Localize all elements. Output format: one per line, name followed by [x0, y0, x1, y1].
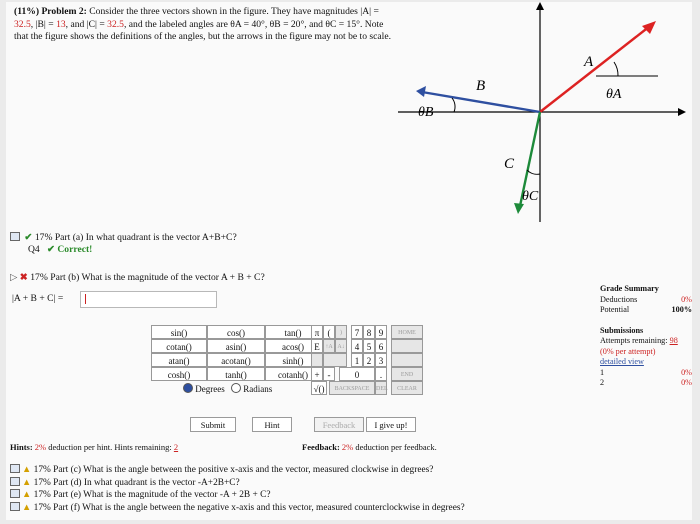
part-a-status: ✔ Correct!	[46, 244, 93, 255]
part-b-header[interactable]	[10, 272, 265, 283]
grade-summary-title: Grade Summary	[600, 284, 659, 293]
close-paren-key[interactable]: )	[335, 325, 347, 339]
submission-row	[600, 368, 692, 379]
hints-prefix: Hints:	[10, 442, 33, 452]
give-up-button[interactable]: I give up!	[366, 417, 416, 432]
feedback-line	[302, 442, 437, 452]
deductions-row	[600, 295, 692, 306]
e-key[interactable]: E	[311, 339, 323, 353]
problem-text-2: , and the labeled angles are θA = 40°, θB = 20°, and θC = 15°. Note that the figure shows the definitions of the angles, but the arrows in the figure may not be to scale.	[14, 18, 391, 42]
per-attempt: (0% per attempt)	[600, 346, 656, 356]
plus-key[interactable]: +	[311, 367, 323, 381]
detailed-view-link[interactable]: detailed view	[600, 357, 644, 366]
theta-c-arc	[527, 170, 540, 174]
digit-0-key[interactable]: 0	[339, 367, 375, 381]
sin-key[interactable]: sin()	[151, 325, 207, 339]
sinh-key[interactable]: sinh()	[265, 353, 321, 367]
attempts-label: Attempts remaining:	[600, 336, 668, 345]
y-axis-arrow	[536, 2, 544, 10]
feedback-percent: 2%	[341, 442, 354, 452]
potential-row	[600, 305, 692, 316]
minus-key[interactable]: -	[323, 367, 335, 381]
cosh-key[interactable]: cosh()	[151, 367, 207, 381]
degrees-label: Degrees	[195, 384, 225, 394]
warning-icon: ▲	[22, 490, 32, 500]
part-a	[10, 232, 237, 256]
deductions-label: Deductions	[600, 294, 638, 304]
home-key[interactable]: HOME	[391, 325, 423, 339]
vector-a-label: A	[584, 54, 594, 70]
asin-key[interactable]: asin()	[207, 339, 265, 353]
backspace-key[interactable]: BACKSPACE	[329, 381, 375, 395]
del-key[interactable]: DEL	[375, 381, 387, 395]
angle-mode	[183, 383, 272, 394]
slash-key[interactable]	[311, 353, 323, 367]
problem-text-1: Consider the three vectors shown in the figure. They have magnitudes |A| =	[89, 6, 379, 17]
degrees-radio[interactable]	[183, 383, 193, 393]
collapse-icon[interactable]	[10, 502, 20, 511]
hint-button[interactable]: Hint	[252, 417, 292, 432]
radians-radio[interactable]	[231, 383, 241, 393]
feedback-button[interactable]: Feedback	[314, 417, 364, 432]
submission-number: 2	[600, 378, 605, 387]
magnitude-sep-2: , and |C| =	[65, 18, 105, 30]
part-a-answer: Q4	[28, 244, 40, 255]
pi-key[interactable]: π	[311, 325, 323, 339]
digit-4-key[interactable]: 4	[351, 339, 363, 353]
down-key[interactable]: A↓	[335, 339, 347, 353]
up-key[interactable]: ↑A	[323, 339, 335, 353]
collapse-icon[interactable]	[10, 232, 20, 241]
hints-remaining: 2	[173, 442, 179, 452]
part-b	[6, 268, 686, 460]
cos-key[interactable]: cos()	[207, 325, 265, 339]
potential-value: 100%	[671, 305, 692, 314]
collapse-icon[interactable]	[10, 489, 20, 498]
vector-b-arrowhead	[416, 86, 426, 97]
theta-a-arc	[614, 62, 618, 76]
collapse-icon[interactable]	[10, 477, 20, 486]
cotanh-key[interactable]: cotanh()	[265, 367, 321, 381]
tan-key[interactable]: tan()	[265, 325, 321, 339]
theta-b-label: θB	[418, 105, 434, 120]
part-f-title: 17% Part (f) What is the angle between the negative x-axis and this vector, measured counterclockwise in degrees?	[33, 502, 465, 513]
magnitude-b: 13	[56, 18, 66, 30]
part-c-title: 17% Part (c) What is the angle between the positive x-axis and the vector, measured clockwise in degrees?	[33, 465, 434, 475]
warning-icon: ▲	[22, 477, 32, 488]
sqrt-key[interactable]: √()	[311, 381, 327, 395]
collapse-icon[interactable]	[10, 464, 20, 473]
part-d-title: 17% Part (d) In what quadrant is the vector -A+2B+C?	[33, 477, 240, 488]
checkmark-icon: ✔	[24, 232, 33, 243]
x-axis-arrow	[678, 108, 686, 116]
theta-c-label: θC	[522, 189, 539, 204]
acotan-key[interactable]: acotan()	[207, 353, 265, 367]
hints-percent: 2%	[34, 442, 47, 452]
attempts-row	[600, 336, 692, 347]
part-d-row[interactable]	[10, 477, 465, 490]
feedback-prefix: Feedback:	[302, 442, 340, 452]
part-f-row[interactable]	[10, 502, 465, 515]
problem-heading: (11%) Problem 2:	[14, 6, 87, 17]
hints-text: deduction per hint. Hints remaining:	[48, 442, 172, 452]
magnitude-sep-1: , |B| =	[30, 18, 54, 30]
submission-row	[600, 378, 692, 389]
digit-8-key[interactable]: 8	[363, 325, 375, 339]
vector-c-arrowhead	[514, 203, 524, 214]
submission-deduction: 0%	[681, 378, 692, 387]
vector-b-label: B	[476, 78, 486, 94]
problem-statement	[14, 6, 398, 44]
text-cursor	[85, 294, 86, 304]
expand-icon[interactable]: ▷	[10, 272, 18, 283]
part-a-header[interactable]	[10, 232, 237, 244]
decimal-key[interactable]: .	[375, 367, 387, 381]
attempts-value: 98	[669, 336, 678, 345]
answer-input[interactable]	[80, 291, 217, 308]
submission-number: 1	[600, 367, 605, 377]
vector-a	[540, 26, 650, 112]
warning-icon: ▲	[22, 502, 32, 513]
grade-summary	[600, 284, 692, 389]
part-c-row[interactable]	[10, 464, 465, 477]
vector-c-label: C	[504, 156, 515, 172]
part-e-title: 17% Part (e) What is the magnitude of the vector -A + 2B + C?	[33, 490, 271, 500]
warning-icon: ▲	[22, 465, 32, 475]
digit-9-key[interactable]: 9	[375, 325, 387, 339]
submission-deduction: 0%	[681, 367, 692, 377]
hints-line	[10, 442, 178, 452]
incorrect-icon: ✖	[19, 272, 28, 283]
part-a-result	[10, 244, 237, 256]
theta-b-arc	[452, 98, 455, 112]
digit-2-key[interactable]: 2	[363, 353, 375, 367]
problem-page	[6, 2, 692, 520]
left-arrow-key[interactable]	[391, 339, 423, 353]
radians-label: Radians	[243, 384, 273, 394]
right-arrow-key[interactable]	[391, 353, 423, 367]
theta-a-label: θA	[606, 87, 622, 102]
cotan-key[interactable]: cotan()	[151, 339, 207, 353]
end-key[interactable]: END	[391, 367, 423, 381]
digit-6-key[interactable]: 6	[375, 339, 387, 353]
submit-button[interactable]: Submit	[190, 417, 236, 432]
part-a-title: 17% Part (a) In what quadrant is the vector A+B+C?	[34, 232, 237, 243]
answer-label: |A + B + C| =	[12, 293, 64, 304]
digit-5-key[interactable]: 5	[363, 339, 375, 353]
magnitude-a: 32.5	[14, 18, 31, 30]
potential-label: Potential	[600, 305, 630, 314]
atan-key[interactable]: atan()	[151, 353, 207, 367]
part-e-row[interactable]	[10, 489, 465, 502]
locked-parts-list	[10, 464, 465, 514]
open-paren-key[interactable]: (	[323, 325, 335, 339]
multiply-key[interactable]	[323, 353, 347, 367]
digit-7-key[interactable]: 7	[351, 325, 363, 339]
vector-figure	[396, 2, 692, 224]
magnitude-c: 32.5	[107, 18, 124, 30]
deductions-value: 0%	[681, 294, 692, 304]
submissions-title: Submissions	[600, 325, 644, 335]
digit-1-key[interactable]: 1	[351, 353, 363, 367]
vector-b	[422, 92, 540, 112]
feedback-text: deduction per feedback.	[355, 442, 437, 452]
part-b-title: 17% Part (b) What is the magnitude of the vector A + B + C?	[30, 272, 265, 283]
digit-3-key[interactable]: 3	[375, 353, 387, 367]
clear-key[interactable]: CLEAR	[391, 381, 423, 395]
acos-key[interactable]: acos()	[265, 339, 321, 353]
tanh-key[interactable]: tanh()	[207, 367, 265, 381]
